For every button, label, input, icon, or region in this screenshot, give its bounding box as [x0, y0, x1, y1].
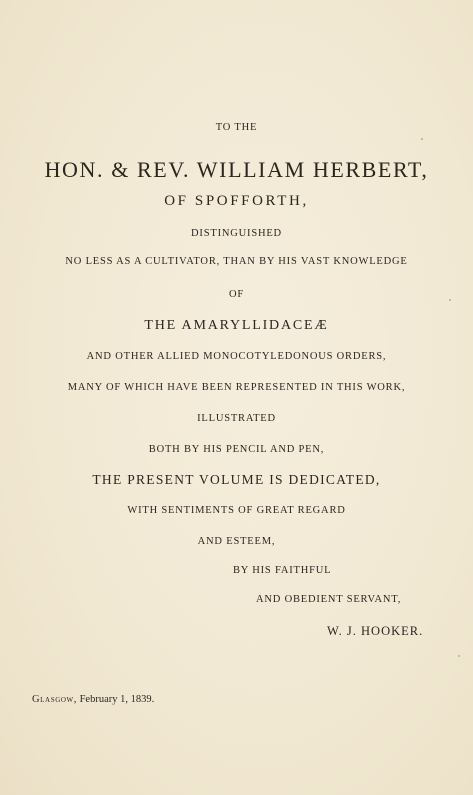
date-text: February 1, 1839. [79, 694, 155, 705]
illustrated-line: ILLUSTRATED [197, 413, 276, 424]
distinguished-line: DISTINGUISHED [191, 228, 282, 239]
faithful-line: BY HIS FAITHFUL [233, 565, 332, 576]
pencil-pen-line: BOTH BY HIS PENCIL AND PEN, [148, 444, 325, 455]
to-the-line: TO THE [215, 122, 258, 133]
no-less-line: NO LESS AS A CULTIVATOR, THAN BY HIS VAST KNOWLEDGE [65, 256, 408, 267]
esteem-line: AND ESTEEM, [197, 536, 276, 547]
signature: W. J. HOOKER. [327, 624, 424, 638]
paper-speck [449, 299, 451, 301]
place-line: OF SPOFFORTH, [164, 193, 309, 209]
dedicatee-name: HON. & REV. WILLIAM HERBERT, [44, 157, 429, 182]
of-line: OF [228, 289, 245, 300]
paper-speck [458, 655, 460, 657]
date-line [32, 694, 154, 705]
dedicated-line: THE PRESENT VOLUME IS DEDICATED, [92, 472, 381, 487]
represented-line: MANY OF WHICH HAVE BEEN REPRESENTED IN THIS WORK, [67, 382, 406, 393]
paper-speck [421, 138, 423, 140]
family-line: THE AMARYLLIDACEÆ [144, 318, 329, 333]
sentiments-line: WITH SENTIMENTS OF GREAT REGARD [127, 505, 346, 516]
allied-orders-line: AND OTHER ALLIED MONOCOTYLEDONOUS ORDERS, [86, 351, 387, 362]
place-name: Glasgow, [32, 694, 77, 705]
obedient-line: AND OBEDIENT SERVANT, [256, 594, 402, 605]
